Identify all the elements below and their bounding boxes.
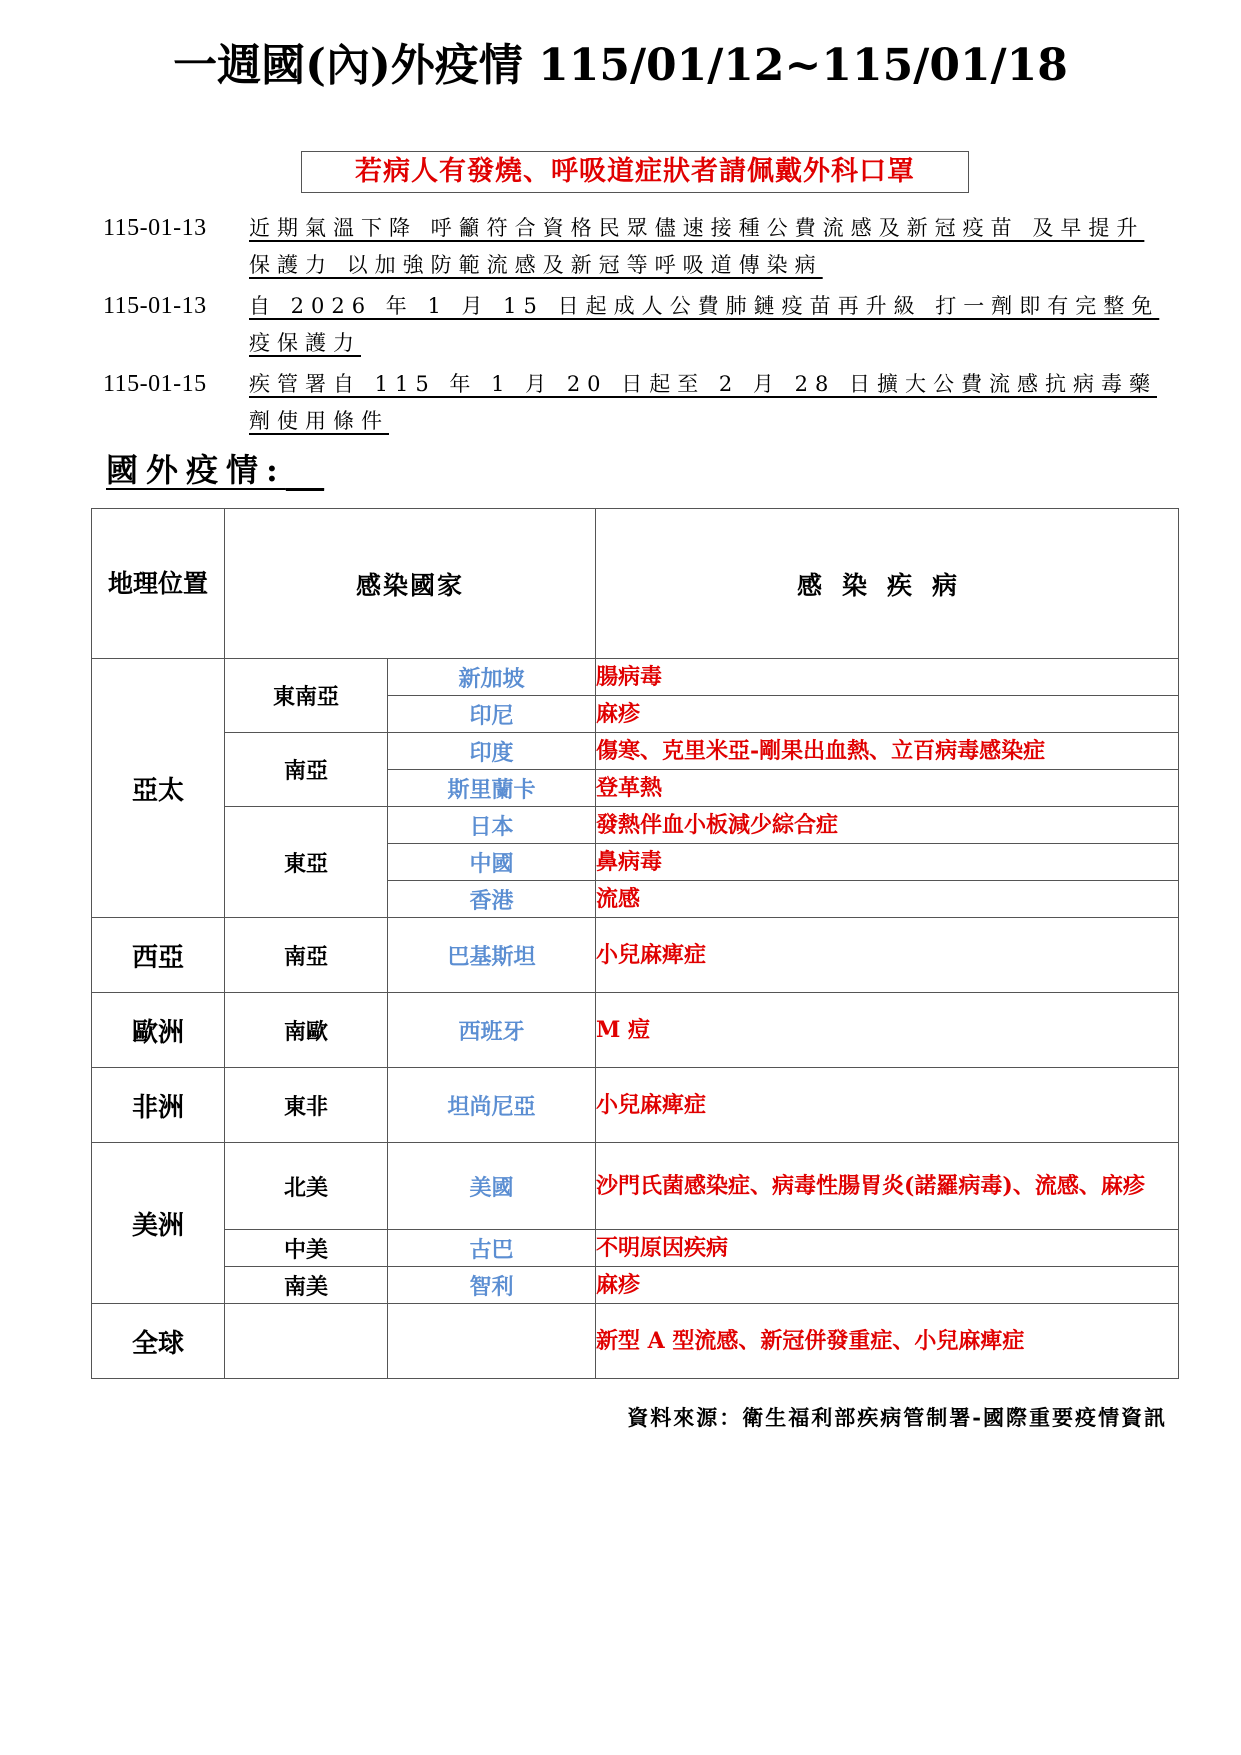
disease-cell: 新型 A 型流感、新冠併發重症、小兒麻痺症 bbox=[596, 1304, 1179, 1379]
disease-cell: 腸病毒 bbox=[596, 659, 1179, 696]
country-cell: 新加坡 bbox=[388, 659, 596, 696]
page-title: 一週國(內)外疫情 115/01/12~115/01/18 bbox=[173, 40, 1068, 91]
table-row bbox=[92, 1143, 1179, 1230]
subregion-cell bbox=[225, 1304, 388, 1379]
disease-cell: 不明原因疾病 bbox=[596, 1230, 1179, 1267]
country-cell: 古巴 bbox=[388, 1230, 596, 1267]
news-date: 115-01-13 bbox=[103, 293, 207, 319]
country-cell: 香港 bbox=[388, 881, 596, 918]
subregion-cell: 東非 bbox=[225, 1068, 388, 1143]
subregion-cell: 南亞 bbox=[225, 918, 388, 993]
table-row bbox=[92, 918, 1179, 993]
disease-cell: 傷寒、克里米亞-剛果出血熱、立百病毒感染症 bbox=[596, 733, 1179, 770]
table-header-row bbox=[92, 509, 1179, 659]
mask-notice-banner: 若病人有發燒、呼吸道症狀者請佩戴外科口罩 bbox=[301, 151, 969, 193]
country-cell: 西班牙 bbox=[388, 993, 596, 1068]
domestic-news-list bbox=[103, 210, 1163, 444]
table-row bbox=[92, 1267, 1179, 1304]
disease-cell: 流感 bbox=[596, 881, 1179, 918]
table-row bbox=[92, 807, 1179, 844]
country-cell: 斯里蘭卡 bbox=[388, 770, 596, 807]
subregion-cell: 東亞 bbox=[225, 807, 388, 918]
news-item bbox=[103, 210, 1163, 284]
country-cell bbox=[388, 1304, 596, 1379]
country-cell: 印度 bbox=[388, 733, 596, 770]
disease-cell: M 痘 bbox=[596, 993, 1179, 1068]
country-cell: 美國 bbox=[388, 1143, 596, 1230]
region-cell: 西亞 bbox=[92, 918, 225, 993]
news-date: 115-01-15 bbox=[103, 371, 207, 397]
table-row bbox=[92, 733, 1179, 770]
table-row bbox=[92, 1230, 1179, 1267]
header-country: 感染國家 bbox=[225, 509, 596, 659]
table-row bbox=[92, 993, 1179, 1068]
country-cell: 坦尚尼亞 bbox=[388, 1068, 596, 1143]
news-item bbox=[103, 288, 1163, 362]
disease-cell: 登革熱 bbox=[596, 770, 1179, 807]
region-cell: 亞太 bbox=[92, 659, 225, 918]
subregion-cell: 南歐 bbox=[225, 993, 388, 1068]
news-link[interactable]: 疾管署自 115 年 1 月 20 日起至 2 月 28 日擴大公費流感抗病毒藥劑使用條件 bbox=[249, 372, 1157, 433]
news-date: 115-01-13 bbox=[103, 215, 207, 241]
news-link[interactable]: 自 2026 年 1 月 15 日起成人公費肺鏈疫苗再升級 打一劑即有完整免疫保護力 bbox=[249, 294, 1160, 355]
region-cell: 歐洲 bbox=[92, 993, 225, 1068]
country-cell: 日本 bbox=[388, 807, 596, 844]
region-cell: 全球 bbox=[92, 1304, 225, 1379]
news-item bbox=[103, 366, 1163, 440]
disease-cell: 小兒麻痺症 bbox=[596, 1068, 1179, 1143]
country-cell: 中國 bbox=[388, 844, 596, 881]
foreign-section-title: 國外疫情: bbox=[106, 451, 286, 489]
table-row bbox=[92, 1068, 1179, 1143]
disease-cell: 發熱伴血小板減少綜合症 bbox=[596, 807, 1179, 844]
table-row bbox=[92, 1304, 1179, 1379]
subregion-cell: 中美 bbox=[225, 1230, 388, 1267]
subregion-cell: 北美 bbox=[225, 1143, 388, 1230]
disease-cell: 鼻病毒 bbox=[596, 844, 1179, 881]
region-cell: 非洲 bbox=[92, 1068, 225, 1143]
table-row bbox=[92, 659, 1179, 696]
region-cell: 美洲 bbox=[92, 1143, 225, 1304]
disease-cell: 麻疹 bbox=[596, 1267, 1179, 1304]
header-disease: 感染疾病 bbox=[596, 509, 1179, 659]
data-source-note: 資料來源：衛生福利部疾病管制署-國際重要疫情資訊 bbox=[627, 1405, 1167, 1430]
country-cell: 印尼 bbox=[388, 696, 596, 733]
foreign-outbreak-table bbox=[91, 508, 1179, 1379]
news-link[interactable]: 近期氣溫下降 呼籲符合資格民眾儘速接種公費流感及新冠疫苗 及早提升保護力 以加強防範流感及新冠等呼吸道傳染病 bbox=[249, 216, 1145, 277]
country-cell: 智利 bbox=[388, 1267, 596, 1304]
subregion-cell: 東南亞 bbox=[225, 659, 388, 733]
subregion-cell: 南美 bbox=[225, 1267, 388, 1304]
subregion-cell: 南亞 bbox=[225, 733, 388, 807]
disease-cell: 麻疹 bbox=[596, 696, 1179, 733]
header-geo: 地理位置 bbox=[92, 509, 225, 659]
country-cell: 巴基斯坦 bbox=[388, 918, 596, 993]
disease-cell: 沙門氏菌感染症、病毒性腸胃炎(諾羅病毒)、流感、麻疹 bbox=[596, 1143, 1179, 1230]
disease-cell: 小兒麻痺症 bbox=[596, 918, 1179, 993]
